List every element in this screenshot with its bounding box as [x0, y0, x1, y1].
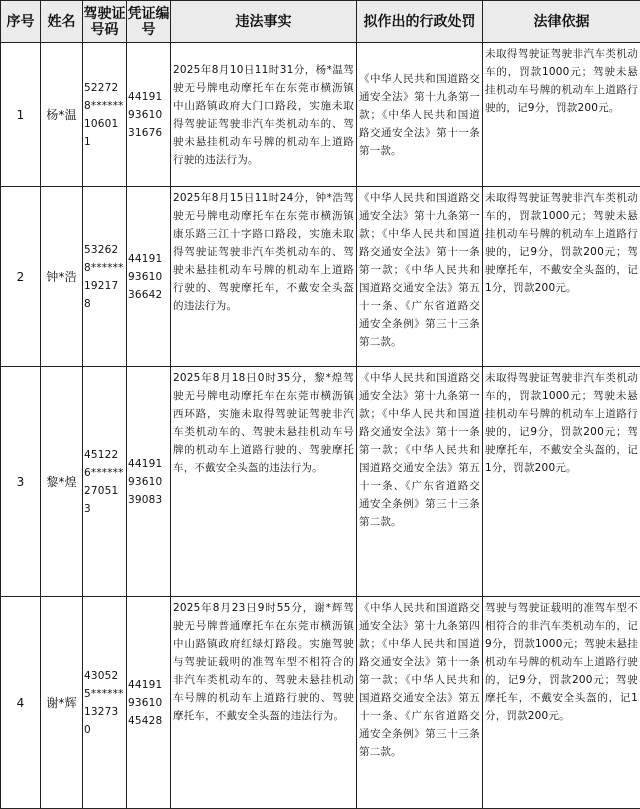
row-penalty: 《中华人民共和国道路交通安全法》第十九条第一款；《中华人民共和国道路交通安全法》第十一条第一款；《中华人民共和国道路交通安全法》第五十一条、《广东省道路交通安全条例》第三十三条第二款。	[357, 367, 483, 597]
row-facts: 2025年8月15日11时24分，钟*浩驾驶无号牌电动摩托车在东莞市横沥镇康乐路三江十字路口路段，实施未取得驾驶证驾驶非汽车类机动车的、驾驶未悬挂机动车号牌的机动车上道路行驶的、驾驶摩托车，不戴安全头盔的违法行为。	[171, 187, 357, 367]
row-license: 522728******106011	[83, 43, 127, 187]
header-cert: 凭证编号	[127, 1, 171, 43]
row-basis: 驾驶与驾驶证载明的准驾车型不相符合的非汽车类机动车的，记9分，罚款1000元；驾驶未悬挂机动车号牌的机动车上道路行驶的，记9分，罚款200元；驾驶摩托车，不戴安全头盔的，记1分，罚款200元。	[483, 597, 640, 809]
row-cert: 441919361045428	[127, 597, 171, 809]
row-penalty: 《中华人民共和国道路交通安全法》第十九条第四款；《中华人民共和国道路交通安全法》第十一条第一款；《中华人民共和国道路交通安全法》第五十一条、《广东省道路交通安全条例》第三十三条第二款。	[357, 597, 483, 809]
header-seq: 序号	[1, 1, 41, 43]
row-facts: 2025年8月18日0时35分，黎*煌驾驶无号牌电动摩托车在东莞市横沥镇西环路，实施未取得驾驶证驾驶非汽车类机动车的、驾驶未悬挂机动车号牌的机动车上道路行驶的、驾驶摩托车，不戴安全头盔的违法行为。	[171, 367, 357, 597]
row-basis: 未取得驾驶证驾驶非汽车类机动车的，罚款1000元；驾驶未悬挂机动车号牌的机动车上道路行驶的，记9分，罚款200元；驾驶摩托车，不戴安全头盔的，记1分，罚款200元。	[483, 367, 640, 597]
row-facts: 2025年8月23日9时55分，谢*辉驾驶无号牌普通摩托车在东莞市横沥镇中山路镇政府红绿灯路段。实施驾驶与驾驶证载明的准驾车型不相符合的非汽车类机动车的、驾驶未悬挂机动车号牌的机动车上道路行驶的、驾驶摩托车，不戴安全头盔的违法行为。	[171, 597, 357, 809]
row-license: 532628******192178	[83, 187, 127, 367]
row-name: 杨*温	[41, 43, 83, 187]
header-facts: 违法事实	[171, 1, 357, 43]
row-name: 黎*煌	[41, 367, 83, 597]
row-cert: 441919361039083	[127, 367, 171, 597]
row-penalty: 《中华人民共和国道路交通安全法》第十九条第一款；《中华人民共和国道路交通安全法》第十一条第一款。	[357, 43, 483, 187]
row-seq: 1	[1, 43, 41, 187]
header-penalty: 拟作出的行政处罚	[357, 1, 483, 43]
header-row	[1, 1, 640, 43]
row-license: 430525******132730	[83, 597, 127, 809]
table-row	[1, 597, 640, 809]
row-basis: 未取得驾驶证驾驶非汽车类机动车的，罚款1000元；驾驶未悬挂机动车号牌的机动车上道路行驶的，记9分，罚款200元。	[483, 43, 640, 187]
row-seq: 3	[1, 367, 41, 597]
header-basis: 法律依据	[483, 1, 640, 43]
row-license: 451226******270513	[83, 367, 127, 597]
row-cert: 441919361036642	[127, 187, 171, 367]
row-seq: 4	[1, 597, 41, 809]
row-cert: 441919361031676	[127, 43, 171, 187]
row-seq: 2	[1, 187, 41, 367]
row-facts: 2025年8月10日11时31分，杨*温驾驶无号牌电动摩托车在东莞市横沥镇中山路镇政府大门口路段，实施未取得驾驶证驾驶非汽车类机动车的、驾驶未悬挂机动车号牌的机动车上道路行驶的违法行为。	[171, 43, 357, 187]
row-penalty: 《中华人民共和国道路交通安全法》第十九条第一款；《中华人民共和国道路交通安全法》第十一条第一款；《中华人民共和国道路交通安全法》第五十一条、《广东省道路交通安全条例》第三十三条第二款。	[357, 187, 483, 367]
row-basis: 未取得驾驶证驾驶非汽车类机动车的，罚款1000元；驾驶未悬挂机动车号牌的机动车上道路行驶的，记9分，罚款200元；驾驶摩托车，不戴安全头盔的，记1分，罚款200元。	[483, 187, 640, 367]
header-name: 姓名	[41, 1, 83, 43]
table-row	[1, 187, 640, 367]
header-license: 驾驶证号码	[83, 1, 127, 43]
row-name: 谢*辉	[41, 597, 83, 809]
table-row	[1, 367, 640, 597]
table-row	[1, 43, 640, 187]
row-name: 钟*浩	[41, 187, 83, 367]
